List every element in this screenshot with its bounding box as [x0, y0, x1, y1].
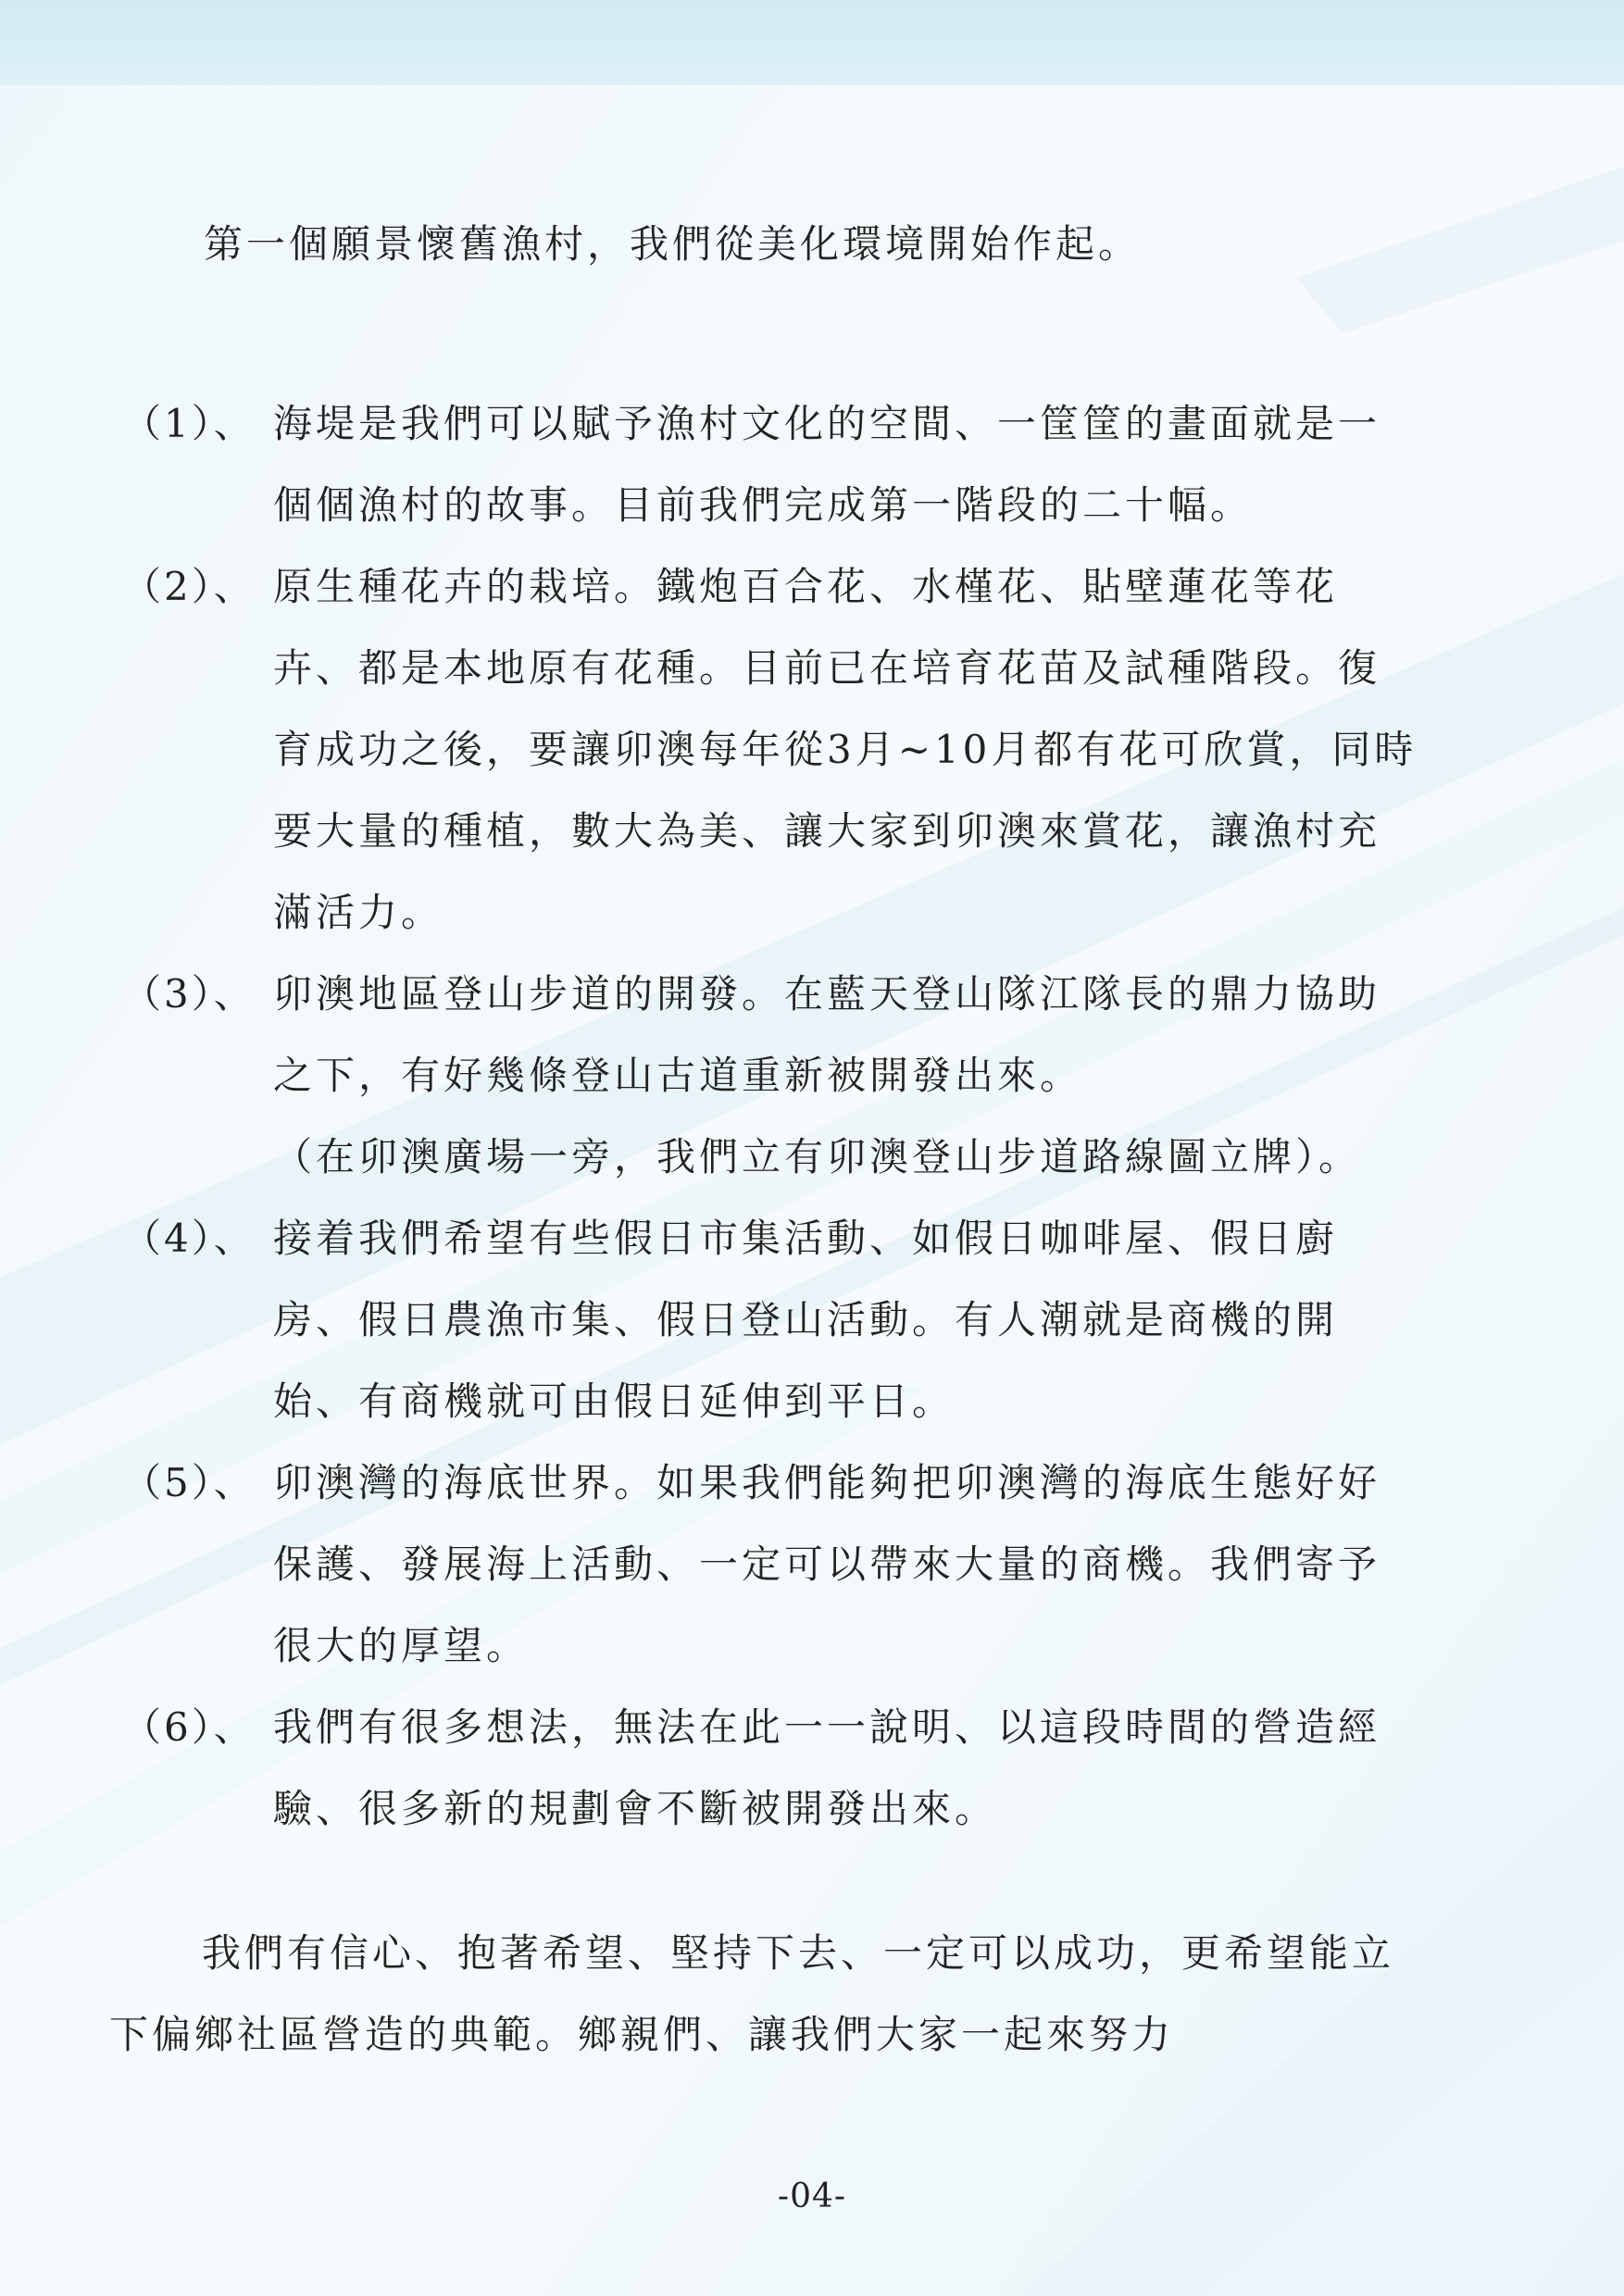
- item-text-line: 要大量的種植，數大為美、讓大家到卯澳來賞花，讓漁村充: [273, 808, 1381, 854]
- item-text-line: 始、有商機就可由假日延伸到平日。: [273, 1379, 956, 1424]
- closing-line: 下偏鄉社區營造的典範。鄉親們、讓我們大家一起來努力: [109, 2012, 1175, 2057]
- item-text-line: 很大的厚望。: [273, 1623, 530, 1668]
- page-number: -04-: [777, 2177, 847, 2215]
- list-item: [122, 1198, 1616, 1442]
- closing-line: 我們有信心、抱著希望、堅持下去、一定可以成功，更希望能立: [202, 1930, 1395, 1976]
- closing-paragraph: [109, 1913, 1535, 2076]
- item-number: （4）、: [122, 1216, 256, 1261]
- item-number: （3）、: [122, 971, 256, 1017]
- list-item: [122, 1687, 1616, 1850]
- item-text-line: 保護、發展海上活動、一定可以帶來大量的商機。我們寄予: [273, 1541, 1381, 1587]
- item-number: （5）、: [122, 1460, 256, 1505]
- item-text-line: 卯澳灣的海底世界。如果我們能夠把卯澳灣的海底生態好好: [273, 1460, 1381, 1505]
- item-text-line: 接着我們希望有些假日市集活動、如假日咖啡屋、假日廚: [273, 1216, 1339, 1261]
- item-text-line: 育成功之後，要讓卯澳每年從3月~10月都有花可欣賞，同時: [273, 727, 1418, 772]
- list-item: [122, 383, 1616, 546]
- item-number: （1）、: [122, 401, 256, 446]
- item-text-line: 原生種花卉的栽培。鐵炮百合花、水槿花、貼壁蓮花等花: [273, 564, 1339, 609]
- item-text-line: 卉、都是本地原有花種。目前已在培育花苗及試種階段。復: [273, 645, 1381, 691]
- item-text-line: （在卯澳廣場一旁，我們立有卯澳登山步道路線圖立牌）。: [273, 1134, 1362, 1179]
- list-item: [122, 954, 1616, 1198]
- list-item: [122, 546, 1616, 954]
- intro-paragraph: 第一個願景懷舊漁村，我們從美化環境開始作起。: [204, 221, 1142, 267]
- item-text-line: 滿活力。: [273, 890, 444, 935]
- item-text-line: 房、假日農漁市集、假日登山活動。有人潮就是商機的開: [273, 1297, 1339, 1342]
- list-item: [122, 1442, 1616, 1687]
- item-text-line: 卯澳地區登山步道的開發。在藍天登山隊江隊長的鼎力協助: [273, 971, 1381, 1017]
- item-text-line: 個個漁村的故事。目前我們完成第一階段的二十幅。: [273, 482, 1254, 528]
- item-text-line: 海堤是我們可以賦予漁村文化的空間、一筐筐的畫面就是一: [273, 401, 1381, 446]
- item-text-line: 驗、很多新的規劃會不斷被開發出來。: [273, 1786, 998, 1831]
- item-number: （6）、: [122, 1704, 256, 1750]
- item-text-line: 我們有很多想法，無法在此一一說明、以這段時間的營造經: [273, 1704, 1381, 1750]
- item-number: （2）、: [122, 564, 256, 609]
- vision-item-list: [122, 383, 1616, 1850]
- item-text-line: 之下，有好幾條登山古道重新被開發出來。: [273, 1053, 1083, 1098]
